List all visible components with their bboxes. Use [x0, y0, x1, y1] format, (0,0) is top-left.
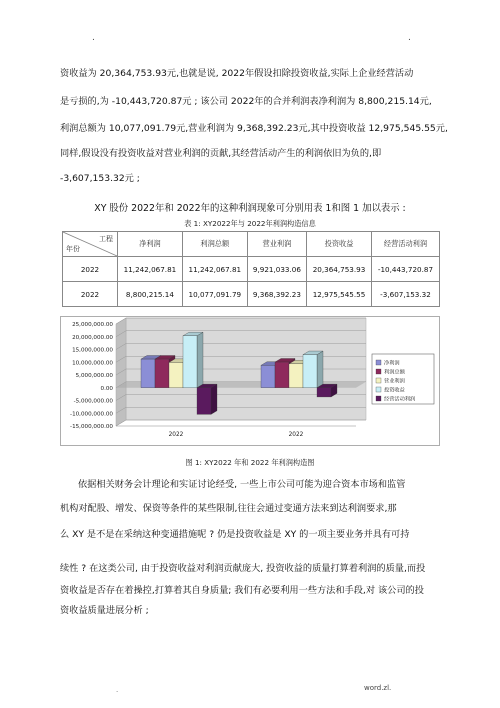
row-year: 2022 — [63, 257, 118, 282]
profit-chart-svg — [60, 316, 440, 446]
table-cell: -10,443,720.87 — [371, 257, 439, 282]
paragraph-1-line: 同样,假设没有投资收益对营业利润的贡献,其经营活动产生的利润依旧为负的,即 — [60, 148, 382, 159]
x-tick-label: 2022 — [168, 432, 184, 438]
table-caption: 表 1: XY2022年与 2022年利润构造信息 — [184, 219, 316, 228]
bar-side — [317, 351, 323, 388]
bar — [261, 365, 275, 387]
legend-swatch — [376, 396, 381, 401]
table-cell: 20,364,753.93 — [307, 257, 372, 282]
y-tick-label: 10,000,000.00 — [72, 360, 113, 367]
profit-structure-table — [62, 231, 440, 307]
legend-label: 利润总额 — [384, 369, 405, 376]
column-header: 净利润 — [118, 232, 183, 257]
profit-chart — [60, 316, 440, 446]
paragraph-2-line: 机构对配股、增发、保资等条件的某些限制,往往会通过变通方法来到达利润要求,那 — [60, 503, 397, 514]
paragraph-1-line: 是亏损的,为 -10,443,720.87元 ; 该公司 2022年的合并利润表净利润为 8,800,215.14元, — [60, 96, 432, 107]
table-cell: 10,077,091.79 — [182, 282, 247, 307]
bar — [317, 388, 331, 397]
legend-label: 投资收益 — [384, 387, 405, 394]
y-tick-label: 5,000,000.00 — [75, 373, 113, 379]
y-tick-label: 15,000,000.00 — [72, 347, 113, 354]
header-mark-left: . — [92, 33, 95, 43]
bar — [303, 355, 317, 388]
bar — [155, 359, 169, 388]
table-cell: 11,242,067.81 — [118, 257, 183, 282]
table-corner-cell — [63, 232, 118, 257]
y-tick-label: 20,000,000.00 — [72, 334, 113, 341]
paragraph-1-line: 资收益为 20,364,753.93元,也就是说, 2022年假设扣除投资收益,实际上企业经营活动 — [60, 68, 414, 79]
legend-swatch — [376, 387, 381, 392]
footer-text: word.zl. — [364, 684, 392, 692]
bar — [169, 362, 183, 387]
legend-swatch — [376, 378, 381, 383]
column-header: 经营活动利润 — [371, 232, 439, 257]
table-cell: -3,607,153.32 — [371, 282, 439, 307]
x-tick-label: 2022 — [288, 432, 304, 438]
row-year: 2022 — [63, 282, 118, 307]
bar — [275, 362, 289, 388]
intro-line: XY 股份 2022年和 2022年的这种利润现象可分别用表 1和图 1 加以表示 : — [94, 203, 406, 214]
paragraph-1-line: -3,607,153.32元 ; — [60, 173, 140, 184]
table-row — [63, 257, 440, 282]
paragraph-2-line: 依据相关财务会计理论和实证讨论经受, 一些上市公司可能为迎合资本市场和监管 — [78, 479, 406, 490]
table-cell: 12,975,545.55 — [307, 282, 372, 307]
y-tick-label: -5,000,000.00 — [73, 398, 113, 405]
figure-caption: 图 1: XY2022 年和 2022 年利润构造图 — [185, 458, 315, 467]
table-cell: 8,800,215.14 — [118, 282, 183, 307]
legend-label: 经营活动利润 — [384, 396, 416, 403]
legend-label: 营业利润 — [384, 378, 405, 385]
y-tick-label: 0.00 — [100, 385, 113, 392]
paragraph-2-line: 资收益是否存在着操控,打算着其自身质量; 我们有必要利用一些方法和手段,对 该公司的投 — [60, 585, 424, 596]
table-cell: 11,242,067.81 — [182, 257, 247, 282]
y-tick-label: -10,000,000.00 — [70, 411, 113, 418]
bar — [141, 359, 155, 388]
paragraph-1-line: 利润总额为 10,077,091.79元,营业利润为 9,368,392.23元,其中投资收益 12,975,545.55元, — [60, 123, 448, 134]
paragraph-2-line: 资收益质量进展分析 ; — [60, 605, 149, 616]
legend-swatch — [376, 360, 381, 365]
column-header: 投资收益 — [307, 232, 372, 257]
bar-side — [211, 384, 217, 414]
column-header: 利润总额 — [182, 232, 247, 257]
y-tick-label: 25,000,000.00 — [72, 322, 113, 328]
table-row — [63, 282, 440, 307]
legend-swatch — [376, 369, 381, 374]
bar-side — [197, 332, 203, 388]
bar — [197, 388, 211, 415]
footer-mark: . — [116, 686, 119, 694]
column-header: 营业利润 — [247, 232, 306, 257]
table-header-row — [63, 232, 440, 257]
bar — [289, 364, 303, 388]
table-cell: 9,921,033.06 — [247, 257, 306, 282]
paragraph-2-line: 么 XY 是不是在采纳这种变通措施呢 ? 仍是投资收益是 XY 的一项主要业务并具有可持 — [60, 529, 410, 540]
corner-label-bottom: 年份 — [66, 245, 80, 253]
y-tick-label: -15,000,000.00 — [70, 424, 113, 430]
header-mark-right: . — [408, 33, 411, 43]
paragraph-2-line: 续性 ? 在这类公司, 由于投资收益对利润贡献庞大, 投资收益的质量打算着利润的质量,而投 — [60, 563, 426, 574]
legend-label: 净利润 — [384, 360, 400, 367]
corner-label-top: 工程 — [99, 235, 113, 243]
bar — [183, 336, 197, 388]
table-cell: 9,368,392.23 — [247, 282, 306, 307]
